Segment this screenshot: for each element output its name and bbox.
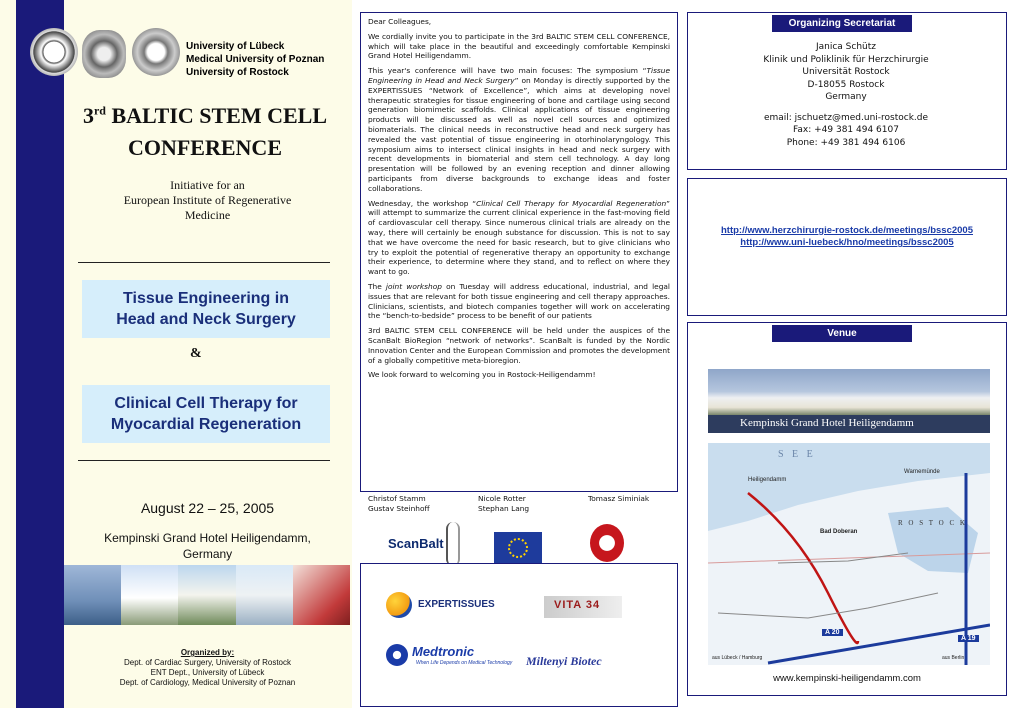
sponsors-panel xyxy=(360,563,678,707)
letter-paragraph-4: The joint workshop on Tuesday will address educational, industrial, and legal issues that are relevant for both tissue engineering and cell therapy approaches. Clinicians, scientists, and biotech companies together will work on accelerating the “bench-to-bedside” process to be benefit of our patients xyxy=(368,281,670,321)
cover-panel xyxy=(0,0,352,708)
hotel-website[interactable]: www.kempinski-heiligendamm.com xyxy=(773,673,921,684)
photo-interior xyxy=(293,565,350,625)
eu-flag-icon xyxy=(494,532,542,564)
ampersand: & xyxy=(190,346,202,361)
expertissues-sphere-icon xyxy=(386,592,412,618)
divider xyxy=(78,460,330,461)
initiative-text: Initiative for an European Institute of Regenerative Medicine xyxy=(123,178,292,222)
rostock-seal-icon xyxy=(30,28,78,76)
photo-building xyxy=(121,565,178,625)
signature-col-2: Nicole Rotter Stephan Lang xyxy=(478,494,530,513)
venue-header: Venue xyxy=(772,325,912,342)
irmed-emblem-icon xyxy=(590,524,624,562)
conference-venue: Kempinski Grand Hotel Heiligendamm, Germany xyxy=(104,531,311,561)
secretariat-header: Organizing Secretariat xyxy=(772,15,912,32)
secretariat-fax: Fax: +49 381 494 6107 xyxy=(793,125,899,135)
letter-paragraph-2: This year's conference will have two main focuses: The symposium “Tissue Engineering in Head and Neck Surgery” on Monday is directly supported by the EXPERTISSUES “Network of Excellence”, which aims at developing novel therapeutic strategies for tissue engineering of bone and cartilage using second generation biomimetic scaffolds. Clinical applications of tissue engineering products will be discussed as well as novel cell sources and optimized biomaterials. The clinical needs in reconstructive head and neck surgery has revealed the vast potential of tissue engineering in otorhinolaryngology. This symposium aims to intersect clinical insights in head and neck surgery with recent developments in biomaterial and stem cell technology. A day long presentation will be followed by an evening reception and dinner allowing participants from diverse backgrounds to exchange ideas and foster collaborations. xyxy=(368,66,670,193)
expertissues-logo: EXPERTISSUES xyxy=(386,592,498,620)
organizers: Organized by: Dept. of Cardiac Surgery, University of Rostock ENT Dept., University of Lübeck Dept. of Cardiology, Medical University of Poznan xyxy=(119,648,296,687)
navy-side-strip xyxy=(16,0,64,708)
conference-dates: August 22 – 25, 2005 xyxy=(140,500,275,516)
letter-panel xyxy=(360,12,678,492)
university-poznan: Medical University of Poznan xyxy=(186,54,325,65)
photo-strip xyxy=(64,565,350,625)
photo-beach xyxy=(236,565,293,625)
photo-sea xyxy=(64,565,121,625)
location-map: S E E Warnemünde Heiligendamm R O S T O C K Bad Doberan A 20 A 19 aus Lübeck / Hamburg aus Berlin xyxy=(708,443,990,665)
venue-box xyxy=(687,322,1007,696)
secretariat-phone: Phone: +49 381 494 6106 xyxy=(786,137,906,148)
university-luebeck: University of Lübeck xyxy=(186,41,285,52)
photo-building-2 xyxy=(178,565,235,625)
luebeck-seal-icon xyxy=(132,28,180,76)
secretariat-box xyxy=(687,12,1007,170)
divider xyxy=(78,262,330,263)
signature-col-3: Tomasz Siminiak xyxy=(588,494,650,503)
hotel-photo xyxy=(708,369,990,433)
university-rostock: University of Rostock xyxy=(186,67,289,78)
link-herzchirurgie[interactable]: http://www.herzchirurgie-rostock.de/meetings/bssc2005 xyxy=(721,225,973,236)
letter-body: Dear Colleagues, We cordially invite you to participate in the 3rd BALTIC STEM CELL CONFERENCE, which will take place in the beautiful and exceedingly comfortable Kempinski Grand Hotel Heiligendamm. This year's conference will have two main focuses: The symposium “Tissue Engineering in Head and Neck Surgery” on Monday is directly supported by the EXPERTISSUES “Network of Excellence”, which aims at developing novel therapeutic strategies for tissue engineering of bone and cartilage using second generation biomimetic scaffolds. Clinical applications of tissue engineering products will be discussed as well as novel cell sources and optimized biomaterials. The clinical needs in reconstructive head and neck surgery has revealed the vast potential of tissue engineering in otorhinolaryngology. This symposium aims to intersect clinical insights in head and neck surgery with recent developments in biomaterial and stem cell technology. A day long presentation will be followed by an evening reception and dinner allowing participants from diverse backgrounds to exchange ideas and foster collaborations. Wednesday, the workshop “Clinical Cell Therapy for Myocardial Regeneration” will attempt to summarize the current clinical experience in the fast-moving field of cardiovascular cell therapy. Since numerous clinical trials are already on the way, there will certainly be enough substance for discussion. This is not to say that we have overcome the need for basic research, but to give clinicians who try to exploit the potential of regenerative therapy an opportunity to exchange their experience, to determine where they stand, and to reflect on where they want to go. The joint workshop on Tuesday will address educational, industrial, and legal issues that are relevant for both tissue engineering and cell therapy approaches. Clinicians, scientists, and biotech companies together will work on accelerating the “bench-to-bedside” process to be benefit of our patients 3rd BALTIC STEM CELL CONFERENCE will be held under the auspices of the ScanBalt BioRegion “network of networks”. ScanBalt is funded by the Nordic Innovation Center and the European Commission and promotes the development of a globally competitive meta-bioregion. We look forward to welcoming you in Rostock-Heiligendamm! xyxy=(368,17,670,380)
conference-title: 3rd BALTIC STEM CELL CONFERENCE xyxy=(82,103,328,160)
university-seals xyxy=(30,22,180,88)
links-box xyxy=(687,178,1007,316)
topic-tissue-engineering: Tissue Engineering in Head and Neck Surgery xyxy=(82,280,330,338)
dna-icon xyxy=(446,522,460,566)
secretariat-email[interactable]: email: jschuetz@med.uni-rostock.de xyxy=(763,112,929,123)
letter-paragraph-3: Wednesday, the workshop “Clinical Cell Therapy for Myocardial Regeneration” will attempt to summarize the current clinical experience in the fast-moving field of cardiovascular cell therapy. Since numerous clinical trials are already on the way, there will certainly be enough substance for discussion. This is not to say that we have overcome the need for basic research, but to give clinicians who try to exploit the potential of regenerative therapy an opportunity to exchange their experience, to determine where they stand, and to reflect on where they want to go. xyxy=(368,198,670,277)
university-list xyxy=(186,40,346,79)
miltenyi-logo: Miltenyi Biotec xyxy=(526,654,602,668)
secretariat-address: Janica Schütz Klinik und Poliklinik für Herzchirurgie Universität Rostock D-18055 Rostock Germany email: jschuetz@med.uni-rostock.de Fax: +49 381 494 6107 Phone: +49 381 494 6106 xyxy=(688,41,1004,149)
topic-cell-therapy: Clinical Cell Therapy for Myocardial Regeneration xyxy=(82,385,330,443)
poznan-seal-icon xyxy=(82,30,126,78)
hotel-caption-bar: Kempinski Grand Hotel Heiligendamm xyxy=(708,415,990,433)
vita34-logo: VITA 34 xyxy=(544,596,622,618)
medtronic-icon xyxy=(386,644,408,666)
signature-col-1: Christof Stamm Gustav Steinhoff xyxy=(368,494,430,513)
link-uni-luebeck[interactable]: http://www.uni-luebeck/hno/meetings/bssc2005 xyxy=(740,237,954,248)
scanbalt-logo: ScanBalt xyxy=(388,522,470,566)
medtronic-logo: Medtronic When Life Depends on Medical Technology xyxy=(386,642,498,670)
